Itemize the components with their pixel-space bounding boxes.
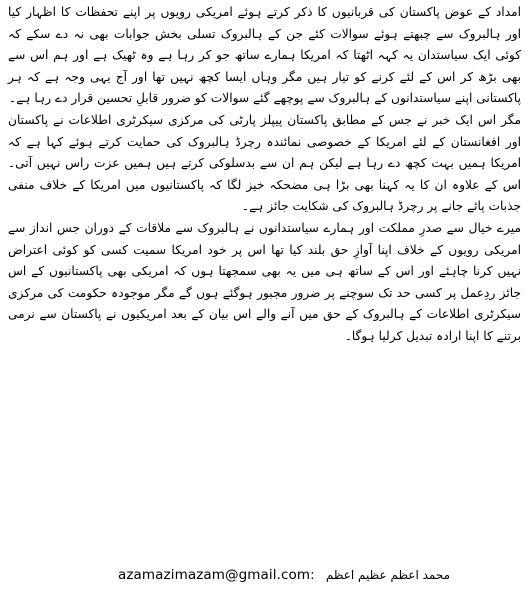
paragraph-3: میرے خیال سے صدرِ مملکت اور ہمارے سیاستدانوں نے ہالبروک سے ملاقات کے دوران جس انداز سے امریکی رویوں کے خلاف اپنا آوازِ حق بلند کیا تھا اس پر خود امریکا سمیت کسی کو کوئی اعتراض نہیں کرنا چاہئے اور اس کے ساتھ ہی میں یہ بھی سمجھتا ہوں کہ امریکی بھی پاکستانیوں کے اس جائز ردِعمل پر کسی حد تک سوچنے پر ضرور مجبور ہوگئے ہوں گے مگر موجودہ حکومت کی مرکزی سیکرٹری اطلاعات کے ہالبروک کے حق میں آنے والے اس بیان کے بعد امریکیوں نے پاکستان سے نرمی برتنے کا اپنا ارادہ تبدیل کرلیا ہوگا۔ bbox=[8, 220, 521, 343]
author-signature bbox=[118, 564, 450, 583]
author-name: محمد اعظم عظیم اعظم bbox=[325, 568, 451, 582]
paragraph-1: امداد کے عوض پاکستان کی قربانیوں کا ذکر کرتے ہوئے امریکی رویوں پر اپنے تحفظات کا اظہار کیا اور ہالبروک سے چبھتے ہوئے سوالات کئے جن کے ہالبروک تسلی بخش جوابات بھی نہ دے سکے کہ کوئی ایک سیاستدان یہ کہہ اٹھتا کہ امریکا ہمارے ساتھ جو کر رہا ہے وہ ٹھیک ہے اور ہم اس سے بھی بڑھ کر اس کے لئے کرنے کو تیار ہیں مگر وہاں ایسا کچھ نہیں تھا اور آج یہی وجہ ہے کہ ہر پاکستانی اپنے سیاستدانوں کے ہالبروک سے پوچھے گئے سوالات کو ضرور قابلِ تحسین قرار دے رہا ہے۔ bbox=[8, 5, 521, 106]
article-body bbox=[8, 2, 521, 348]
author-email: azamazimazam@gmail.com: bbox=[118, 567, 315, 583]
paragraph-2: مگر اس ایک خبر نے جس کے مطابق پاکستان پیپلز پارٹی کی مرکزی سیکرٹری اطلاعات نے پاکستان اور افغانستان کے لئے امریکا کے خصوصی نمائندہ رچرڈ ہالبروک کی حمایت کرتے ہوئے کہا ہے کہ امریکا ہمیں بہت کچھ دے رہا ہے لیکن ہم ان سے بدسلوکی کرتے ہیں ہمیں عزت راس نہیں آتی۔ اس کے علاوہ ان کا یہ کہنا بھی بڑا ہی مضحکہ خیز لگا کہ پاکستانیوں میں امریکا کے خلاف منفی جذبات پائے جانے پر رچرڈ ہالبروک کی شکایت جائز ہے۔ bbox=[8, 112, 521, 214]
